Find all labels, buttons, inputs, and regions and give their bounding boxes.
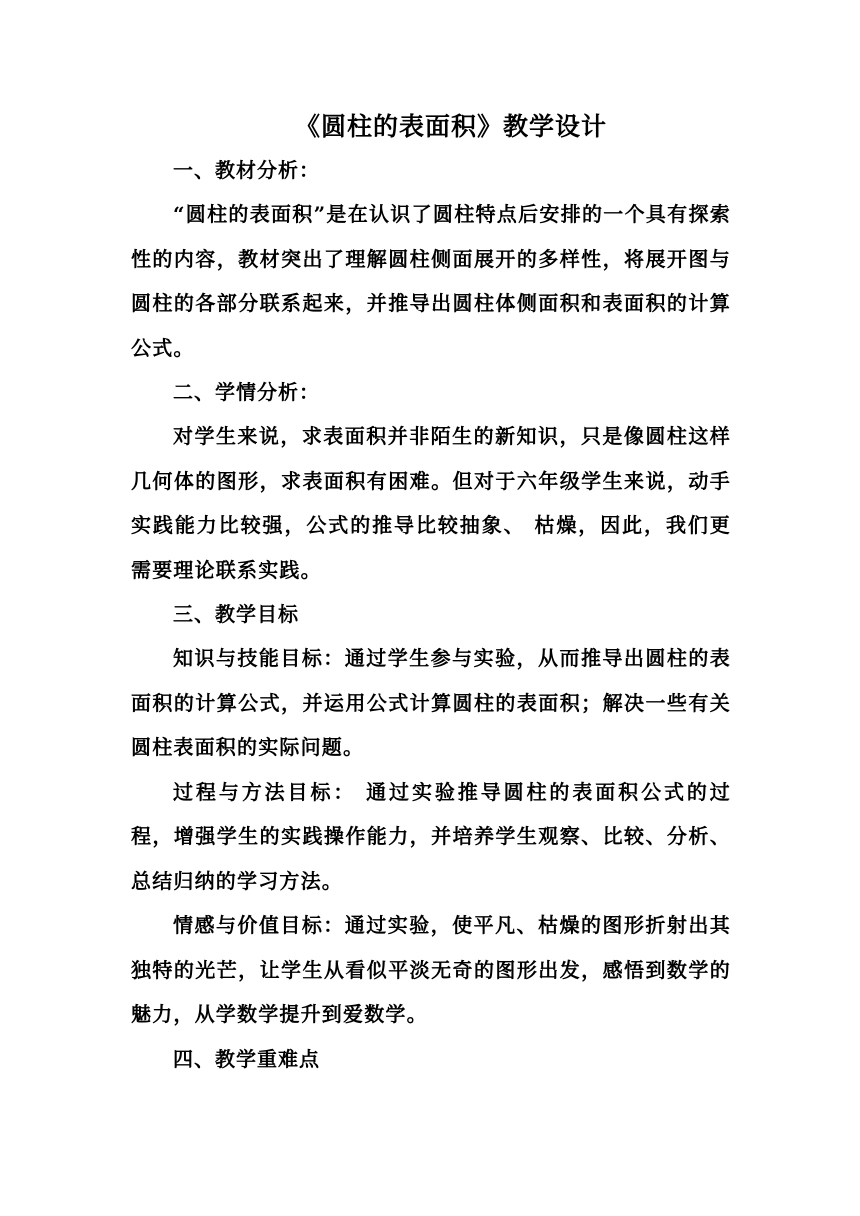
section-heading-textbook-analysis: 一、教材分析：: [173, 158, 320, 182]
paragraph-knowledge-skill-goal: 知识与技能目标：通过学生参与实验，从而推导出圆柱的表面积的计算公式，并运用公式计算圆柱的表面积；解决一些有关圆柱表面积的实际问题。: [131, 646, 731, 759]
paragraph-process-method-goal: 过程与方法目标： 通过实验推导圆柱的表面积公式的过程，增强学生的实践操作能力，并培养学生观察、比较、分析、总结归纳的学习方法。: [131, 779, 731, 893]
section-heading-key-difficult-points: 四、教学重难点: [173, 1046, 320, 1071]
section-heading-teaching-goals: 三、教学目标: [173, 602, 299, 626]
paragraph-textbook-analysis: “圆柱的表面积”是在认识了圆柱特点后安排的一个具有探索性的内容，教材突出了理解圆柱侧面展开的多样性，将展开图与圆柱的各部分联系起来，并推导出圆柱体侧面积和表面积的计算公式。: [131, 202, 731, 360]
paragraph-student-analysis: 对学生来说，求表面积并非陌生的新知识，只是像圆柱这样几何体的图形，求表面积有困难。但对于六年级学生来说，动手实践能力比较强，公式的推导比较抽象、 枯燥，因此，我们更需要理论联系实践。: [131, 424, 731, 582]
document-title: 《圆柱的表面积》教学设计: [294, 112, 607, 141]
section-heading-student-analysis: 二、学情分析：: [173, 380, 320, 404]
document-body: [131, 106, 731, 1081]
paragraph-emotion-value-goal: 情感与价值目标：通过实验，使平凡、枯燥的图形折射出其独特的光芒，让学生从看似平淡无奇的图形出发，感悟到数学的魅力，从学数学提升到爱数学。: [131, 913, 731, 1026]
